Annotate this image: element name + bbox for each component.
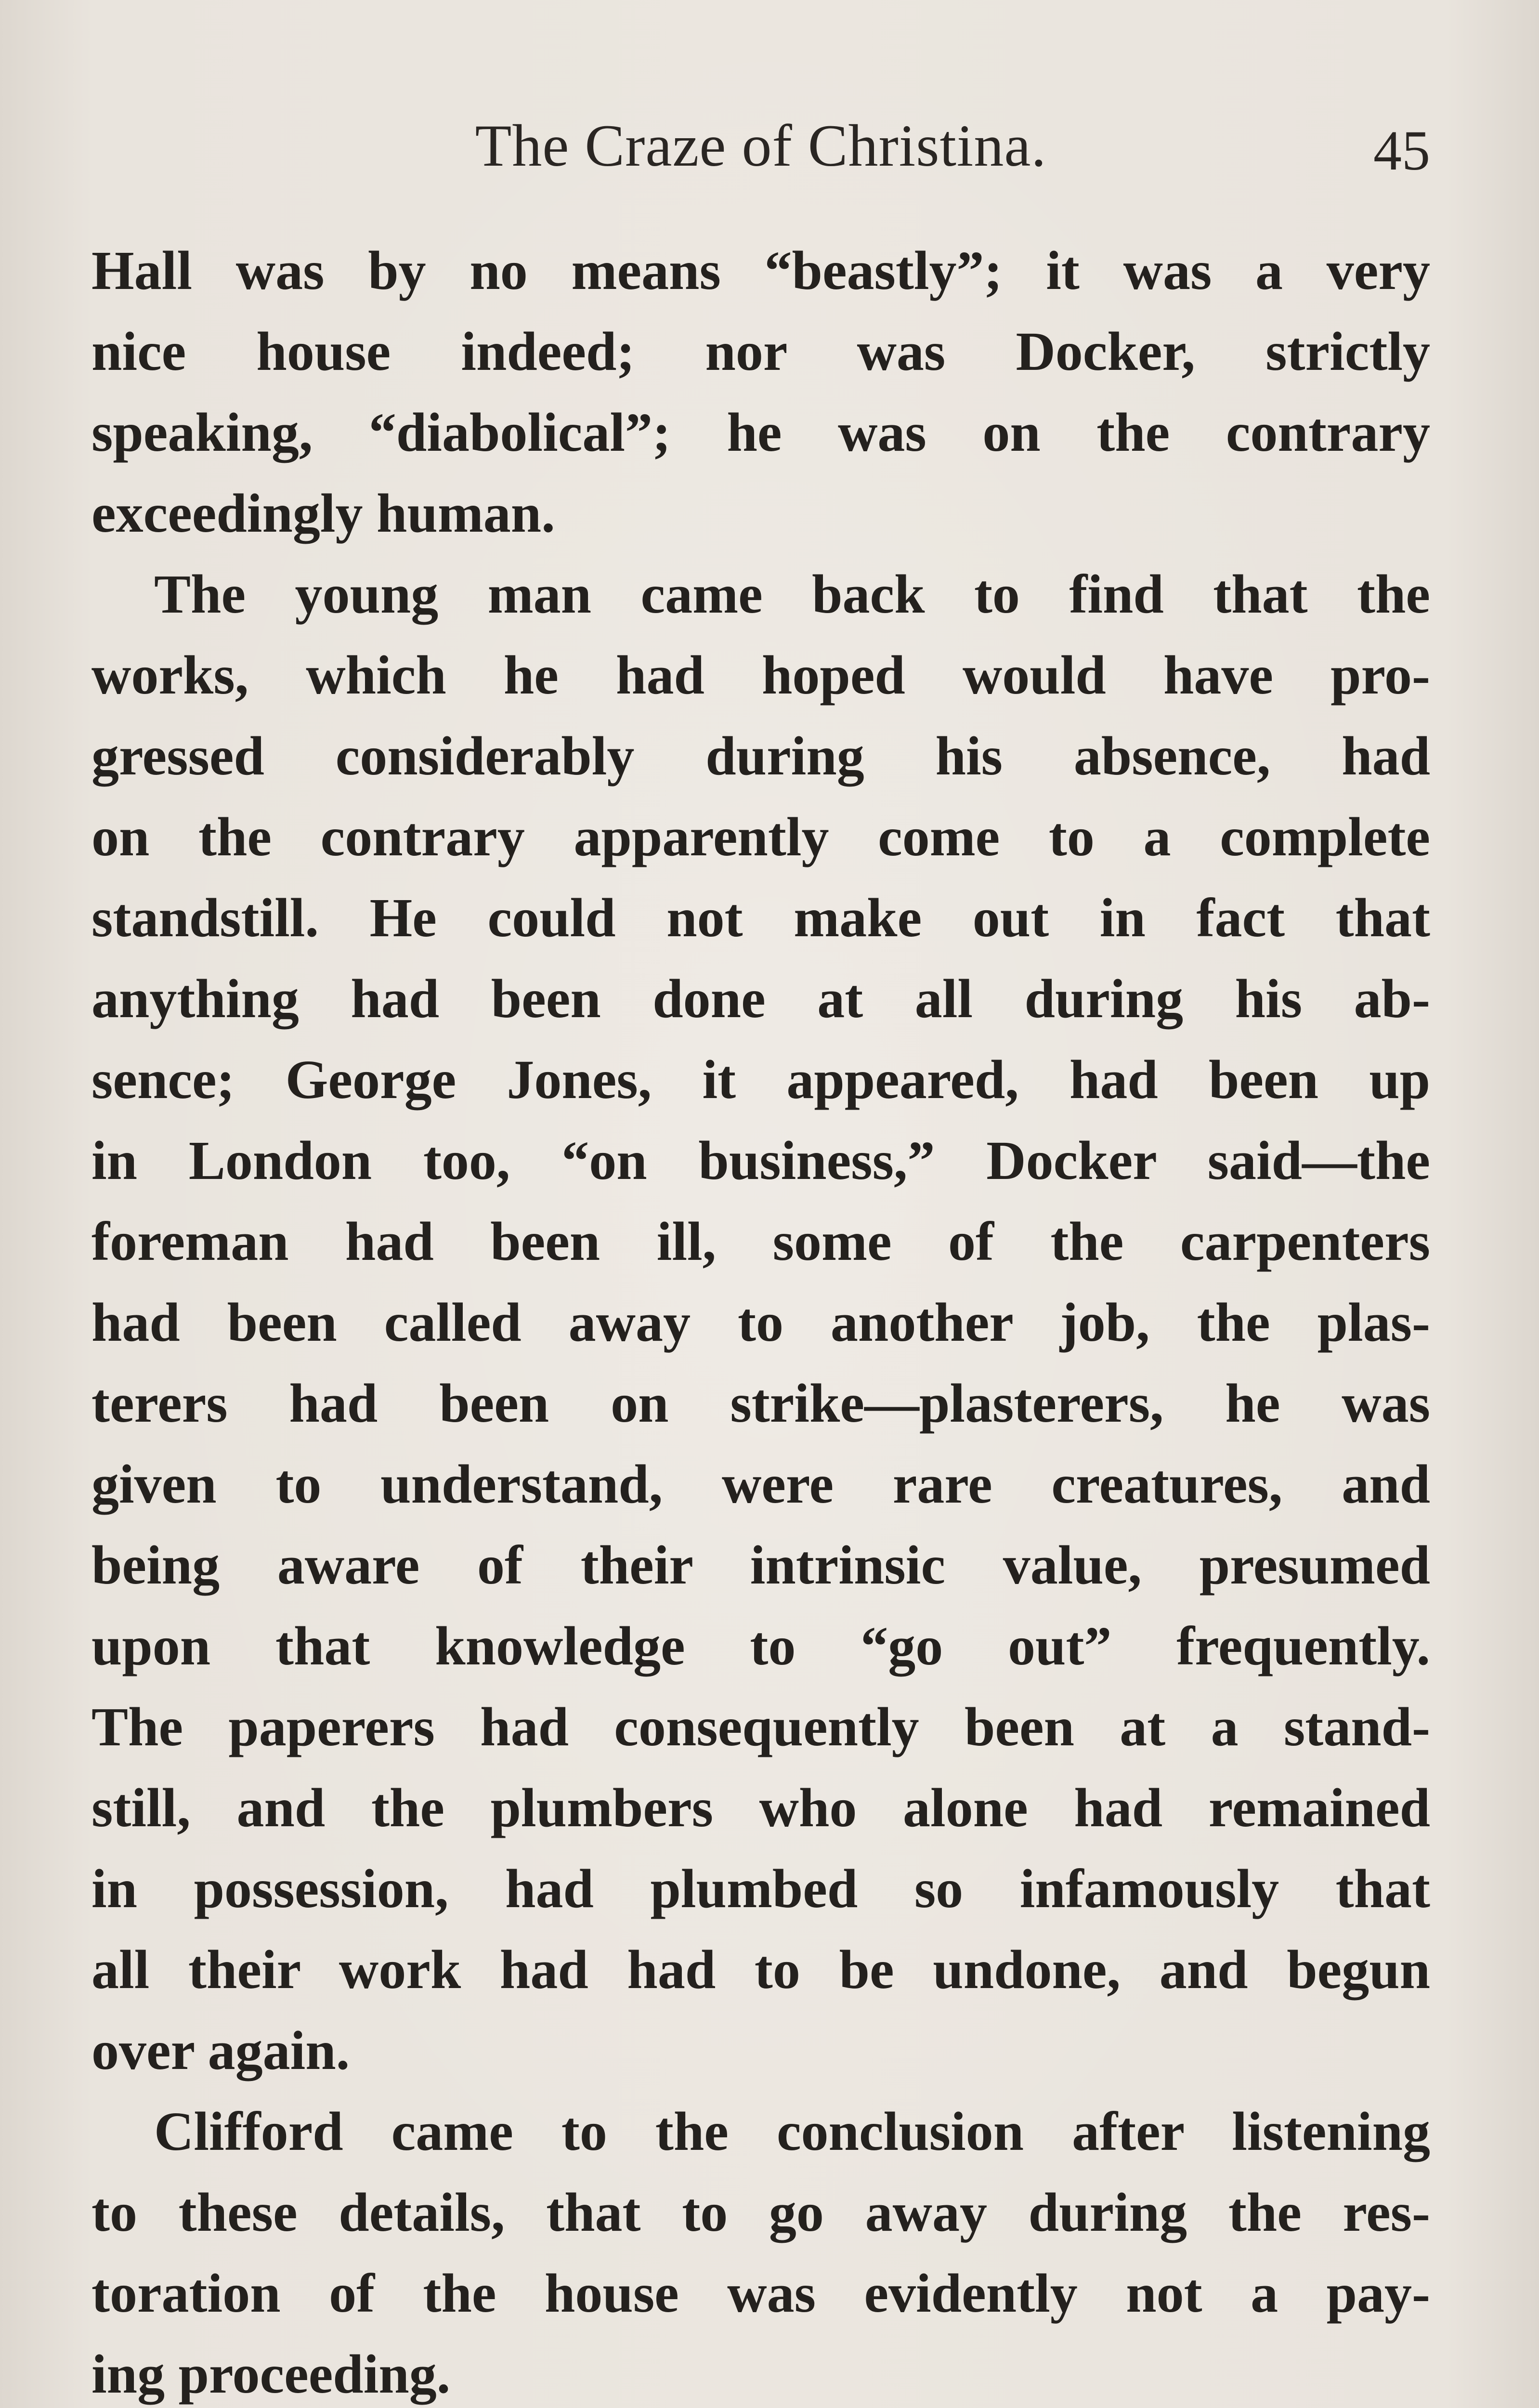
body-text [91, 230, 1430, 2408]
text-line: terers had been on strike—plasterers, he was [91, 1373, 1430, 1434]
text-line: foreman had been ill, some of the carpenters [91, 1211, 1430, 1272]
text-line: in possession, had plumbed so infamously that [91, 1858, 1430, 1919]
text-line: works, which he had hoped would have pro- [91, 644, 1430, 706]
text-line: toration of the house was evidently not a pay- [91, 2263, 1430, 2324]
text-line: still, and the plumbers who alone had remained [91, 1777, 1430, 1838]
text-line: exceedingly human. [91, 483, 555, 544]
text-line: given to understand, were rare creatures, and [91, 1453, 1430, 1515]
text-line: gressed considerably during his absence, had [91, 725, 1430, 786]
text-line: The young man came back to find that the [154, 563, 1430, 625]
text-line: ing proceeding. [91, 2343, 451, 2405]
text-line: in London too, “on business,” Docker said—the [91, 1130, 1430, 1191]
text-line: all their work had had to be undone, and begun [91, 1939, 1430, 2000]
page-header [91, 110, 1430, 182]
text-line: over again. [91, 2020, 350, 2081]
text-line: upon that knowledge to “go out” frequently. [91, 1615, 1430, 1676]
text-line: had been called away to another job, the plas- [91, 1292, 1430, 1353]
text-line: standstill. He could not make out in fact that [91, 887, 1430, 948]
text-line: nice house indeed; nor was Docker, strictly [91, 321, 1430, 382]
text-line: on the contrary apparently come to a complete [91, 806, 1430, 867]
text-line: sence; George Jones, it appeared, had been up [91, 1049, 1430, 1110]
running-title: The Craze of Christina. [475, 113, 1047, 179]
text-line: Hall was by no means “beastly”; it was a very [91, 240, 1430, 301]
text-line: to these details, that to go away during the res- [91, 2182, 1430, 2243]
text-line: being aware of their intrinsic value, presumed [91, 1534, 1430, 1596]
text-line: anything had been done at all during his ab- [91, 968, 1430, 1029]
page-number: 45 [1373, 119, 1430, 182]
text-line: The paperers had consequently been at a stand- [91, 1696, 1430, 1757]
text-line: Clifford came to the conclusion after listening [154, 2101, 1430, 2162]
text-line: speaking, “diabolical”; he was on the contrary [91, 402, 1430, 463]
